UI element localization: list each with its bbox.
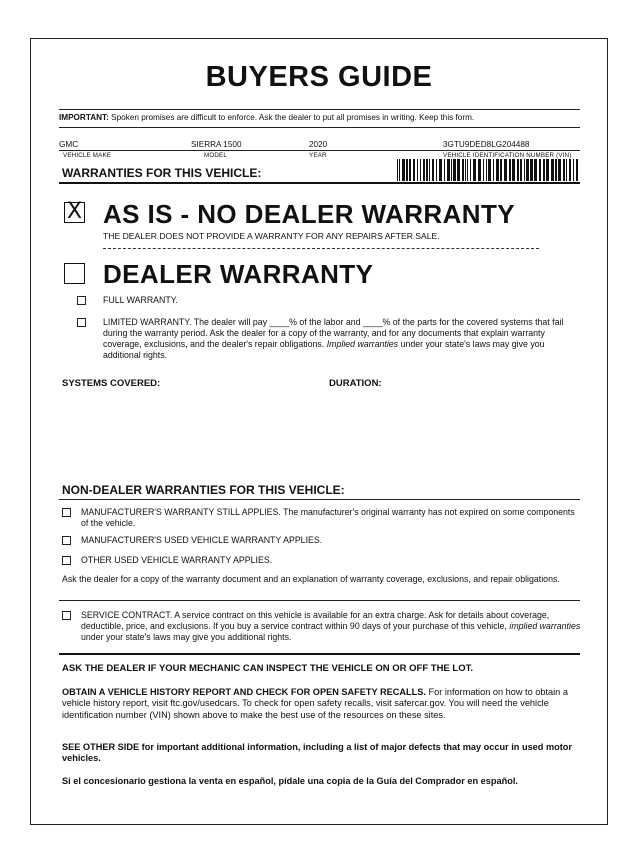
barcode-bar: [543, 159, 545, 181]
barcode-bar: [555, 159, 557, 181]
service-contract-main: SERVICE CONTRACT. A service contract on this vehicle is available for an extra charge. Ask for details about coverage, deductible, price, and exclusions. If you buy a service contract within 90 days of your purchase of this vehicle,: [81, 610, 550, 631]
limited-warranty-text: [103, 317, 583, 361]
barcode-bar: [524, 159, 525, 181]
barcode-bar: [399, 159, 400, 181]
barcode-bar: [563, 159, 565, 181]
other-used-warranty-text: OTHER USED VEHICLE WARRANTY APPLIES.: [81, 555, 273, 565]
divider: [59, 653, 580, 655]
see-other-side-heading: SEE OTHER SIDE: [62, 742, 140, 752]
see-other-side-body: for important additional information, including a list of major defects that may occur in used motor vehicles.: [62, 742, 572, 764]
divider: [59, 109, 580, 110]
full-warranty-label: FULL WARRANTY.: [103, 295, 178, 305]
vin-barcode: [397, 159, 580, 181]
vehicle-model: SIERRA 1500: [191, 140, 242, 149]
barcode-bar: [530, 159, 533, 181]
barcode-bar: [478, 159, 481, 181]
barcode-bar: [546, 159, 549, 181]
manufacturer-warranty-text: MANUFACTURER'S WARRANTY STILL APPLIES. The manufacturer's original warranty has not expired on some components of the vehicle.: [81, 507, 575, 528]
barcode-bar: [426, 159, 428, 181]
barcode-bar: [465, 159, 466, 181]
important-label: IMPORTANT:: [59, 113, 109, 122]
barcode-bar: [576, 159, 578, 181]
limited-warranty-rights: under your state's laws may give you additional rights.: [103, 339, 545, 360]
as-is-check-mark: X: [66, 199, 83, 224]
barcode-bar: [406, 159, 408, 181]
divider: [59, 182, 580, 184]
barcode-bar: [509, 159, 511, 181]
barcode-bar: [551, 159, 554, 181]
barcode-bar: [429, 159, 430, 181]
implied-warranties-text: Implied warranties: [326, 339, 399, 349]
barcode-bar: [436, 159, 437, 181]
barcode-bar: [444, 159, 445, 181]
limited-warranty-checkbox[interactable]: [77, 318, 86, 327]
barcode-bar: [432, 159, 434, 181]
barcode-bar: [566, 159, 567, 181]
divider: [59, 600, 580, 601]
barcode-bar: [420, 159, 421, 181]
as-is-title: AS IS - NO DEALER WARRANTY: [103, 199, 515, 229]
barcode-bar: [439, 159, 442, 181]
barcode-bar: [397, 159, 398, 181]
barcode-bar: [539, 159, 541, 181]
barcode-bar: [467, 159, 468, 181]
barcode-bar: [453, 159, 456, 181]
full-warranty-checkbox[interactable]: [77, 296, 86, 305]
service-contract-text: [81, 610, 581, 643]
service-contract-checkbox[interactable]: [62, 611, 71, 620]
barcode-bar: [473, 159, 476, 181]
barcode-bar: [483, 159, 484, 181]
barcode-bar: [534, 159, 537, 181]
limited-warranty-main: LIMITED WARRANTY. The dealer will pay ____% of the labor and ____% of the parts for the covered systems that fail during the warranty period. Ask the dealer for a copy of the warranty, and for any documents that explain warranty coverage, exclusions, and the dealer's repair obligations.: [103, 317, 564, 349]
vehicle-year-label: YEAR: [309, 152, 327, 159]
barcode-bar: [526, 159, 529, 181]
vehicle-year: 2020: [309, 140, 328, 149]
see-other-side-text: [62, 742, 577, 765]
buyers-guide-form: [30, 38, 608, 825]
service-contract-rights: under your state's laws may give you additional rights.: [81, 632, 292, 642]
ask-warranty-copy-text: Ask the dealer for a copy of the warranty document and an explanation of warranty coverage, exclusions, and repair obligations.: [62, 574, 560, 584]
as-is-checkbox[interactable]: [64, 199, 85, 224]
duration-label: DURATION:: [329, 378, 382, 389]
barcode-bar: [447, 159, 450, 181]
divider: [59, 499, 580, 500]
systems-covered-label: SYSTEMS COVERED:: [62, 378, 161, 389]
vehicle-vin-label: VEHICLE IDENTIFICATION NUMBER (VIN): [443, 152, 572, 159]
barcode-bar: [504, 159, 507, 181]
form-title: BUYERS GUIDE: [205, 61, 433, 93]
vehicle-make-label: VEHICLE MAKE: [63, 152, 112, 159]
dashed-divider: [103, 248, 539, 249]
vehicle-model-label: MODEL: [204, 152, 228, 159]
vehicle-make: GMC: [59, 140, 79, 149]
barcode-bar: [462, 159, 464, 181]
barcode-bar: [409, 159, 411, 181]
manufacturer-used-warranty-text: MANUFACTURER'S USED VEHICLE WARRANTY APPLIES.: [81, 535, 323, 545]
barcode-bar: [517, 159, 519, 181]
barcode-bar: [457, 159, 460, 181]
barcode-bar: [413, 159, 415, 181]
as-is-subtitle: THE DEALER DOES NOT PROVIDE A WARRANTY FOR ANY REPAIRS AFTER SALE.: [103, 231, 440, 241]
non-dealer-heading: NON-DEALER WARRANTIES FOR THIS VEHICLE:: [62, 483, 345, 497]
ask-mechanic-text: ASK THE DEALER IF YOUR MECHANIC CAN INSPECT THE VEHICLE ON OR OFF THE LOT.: [62, 663, 473, 674]
manufacturer-warranty-checkbox[interactable]: [62, 508, 71, 517]
vehicle-info-line: [59, 150, 580, 151]
barcode-bar: [470, 159, 471, 181]
barcode-bar: [496, 159, 499, 181]
barcode-bar: [486, 159, 487, 181]
divider: [59, 127, 580, 128]
warranties-heading: WARRANTIES FOR THIS VEHICLE:: [62, 166, 262, 180]
barcode-bar: [451, 159, 452, 181]
manufacturer-used-warranty-checkbox[interactable]: [62, 536, 71, 545]
barcode-bar: [573, 159, 574, 181]
barcode-bar: [520, 159, 522, 181]
history-report-heading: OBTAIN A VEHICLE HISTORY REPORT AND CHECK FOR OPEN SAFETY RECALLS.: [62, 687, 426, 697]
dealer-warranty-title: DEALER WARRANTY: [103, 259, 374, 289]
barcode-bar: [402, 159, 405, 181]
barcode-bar: [512, 159, 515, 181]
important-text: Spoken promises are difficult to enforce. Ask the dealer to put all promises in writing. Keep this form.: [111, 113, 475, 122]
history-report-text: [62, 687, 577, 721]
history-report-body: For information on how to obtain a vehicle history report, visit ftc.gov/usedcars. To check for open safety recalls, visit safercar.gov. You will need the vehicle identification number (VIN) shown above to make the best use of the resources on these sites.: [62, 687, 568, 720]
barcode-bar: [423, 159, 425, 181]
other-used-warranty-checkbox[interactable]: [62, 556, 71, 565]
vehicle-vin: 3GTU9DED8LG204488: [443, 140, 530, 149]
barcode-bar: [558, 159, 561, 181]
important-notice: [59, 113, 589, 122]
barcode-bar: [569, 159, 571, 181]
dealer-warranty-checkbox[interactable]: [64, 263, 85, 284]
barcode-bar: [493, 159, 494, 181]
barcode-bar: [488, 159, 491, 181]
barcode-bar: [417, 159, 418, 181]
barcode-bar: [500, 159, 502, 181]
spanish-notice: Si el concesionario gestiona la venta en español, pídale una copia de la Guía del Comprador en español.: [62, 776, 518, 786]
service-implied-warranties: implied warranties: [509, 621, 581, 631]
